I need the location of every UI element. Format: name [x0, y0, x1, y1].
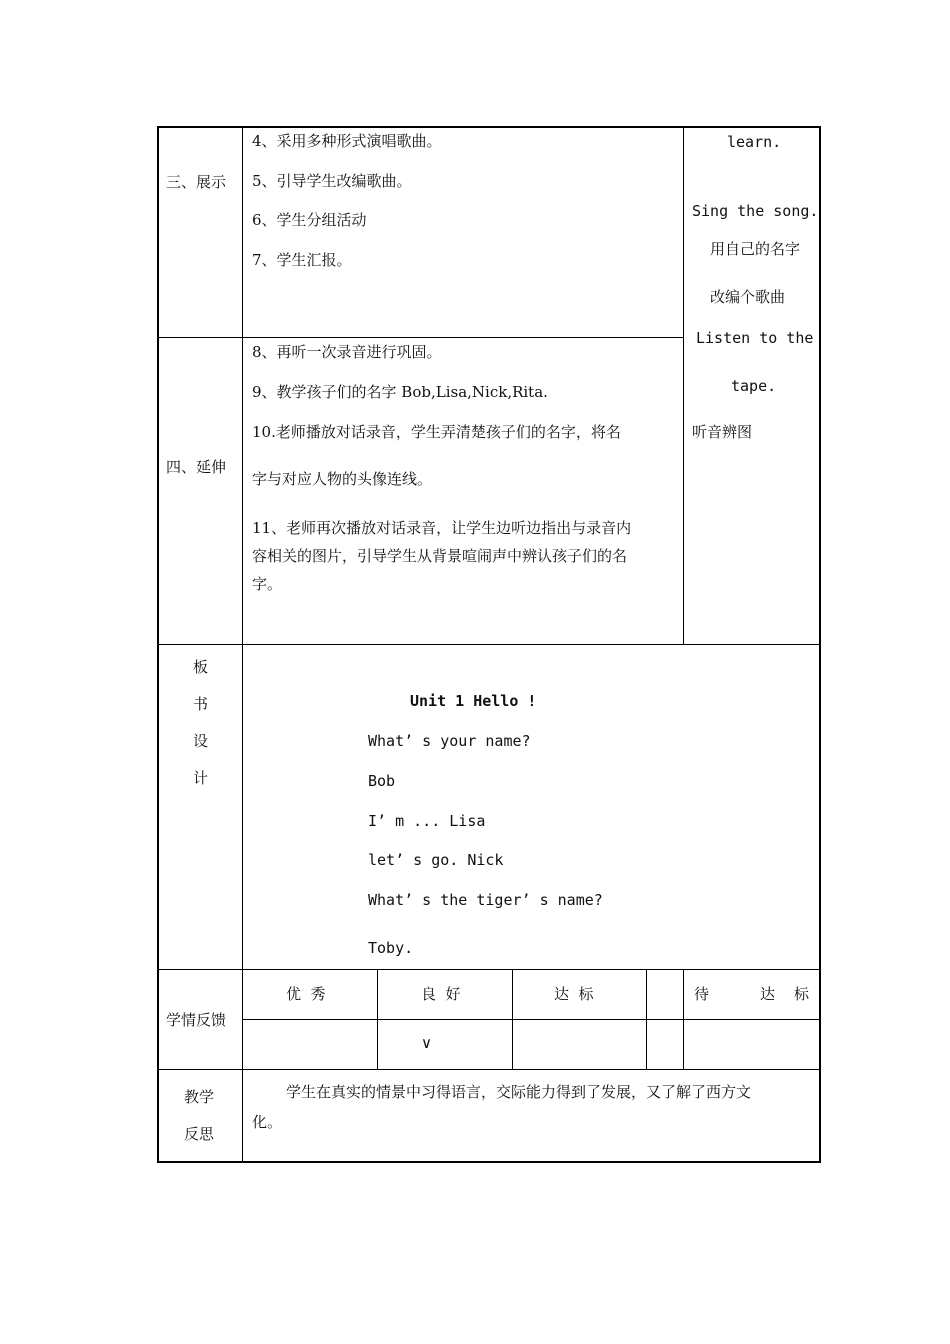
board-label-char-2: 书 [193, 695, 209, 713]
activity-listen: Listen to the [696, 329, 814, 347]
feedback-col-4 [683, 969, 684, 1070]
row-line-stage [157, 337, 684, 338]
row-line-feedback-mid [242, 1019, 821, 1020]
stage3-step-4: 4、采用多种形式演唱歌曲。 [252, 132, 442, 150]
row-line-reflection [157, 1069, 821, 1070]
feedback-header-pending-2: 达 [760, 985, 776, 1003]
border-top [157, 126, 821, 128]
board-label-char-4: 计 [193, 769, 209, 787]
activity-own-name: 用自己的名字 [710, 240, 801, 258]
board-line-5: What’ s the tiger’ s name? [368, 891, 603, 909]
stage4-step-10-line-2: 字与对应人物的头像连线。 [252, 470, 433, 488]
feedback-col-3 [646, 969, 647, 1070]
activity-adapt-song: 改编个歌曲 [710, 288, 786, 306]
feedback-label: 学情反馈 [166, 1011, 227, 1029]
board-label-char-1: 板 [193, 658, 209, 676]
feedback-header-excellent: 优 秀 [286, 985, 326, 1003]
reflection-label-line-2: 反思 [184, 1125, 215, 1143]
stage3-label: 三、展示 [166, 173, 227, 191]
stage4-step-11-line-2: 容相关的图片，引导学生从背景喧闹声中辨认孩子们的名 [252, 547, 628, 565]
stage4-step-8: 8、再听一次录音进行巩固。 [252, 343, 442, 361]
feedback-col-2 [512, 969, 513, 1070]
feedback-header-pass: 达 标 [554, 985, 594, 1003]
row-line-feedback [157, 969, 821, 970]
board-line-6: Toby. [368, 939, 414, 957]
stage3-step-5: 5、引导学生改编歌曲。 [252, 172, 412, 190]
board-line-3: I’ m ... Lisa [368, 812, 486, 830]
activity-pick-picture: 听音辨图 [692, 423, 753, 441]
reflection-line-1: 学生在真实的情景中习得语言，交际能力得到了发展，又了解了西方文 [286, 1083, 752, 1101]
feedback-header-pending-1: 待 [694, 985, 710, 1003]
feedback-header-pending-3: 标 [794, 985, 810, 1003]
stage3-step-6: 6、学生分组活动 [252, 211, 367, 229]
feedback-header-good: 良 好 [421, 985, 461, 1003]
stage3-step-7: 7、学生汇报。 [252, 251, 352, 269]
activity-sing: Sing the song. [692, 202, 819, 220]
row-line-board [157, 644, 821, 645]
board-label-char-3: 设 [193, 732, 209, 750]
feedback-check-mark: ∨ [421, 1034, 432, 1052]
stage4-step-11-line-3: 字。 [252, 575, 283, 593]
board-title: Unit 1 Hello ! [410, 692, 537, 710]
student-column-line [683, 126, 684, 645]
reflection-line-2: 化。 [252, 1113, 283, 1131]
border-bottom [157, 1161, 821, 1163]
board-line-1: What’ s your name? [368, 732, 531, 750]
board-line-4: let’ s go. Nick [368, 851, 504, 869]
reflection-label-line-1: 教学 [184, 1088, 215, 1106]
activity-learn: learn. [727, 133, 782, 151]
stage4-step-9: 9、教学孩子们的名字 Bob,Lisa,Nick,Rita. [252, 383, 548, 401]
activity-tape: tape. [731, 377, 777, 395]
board-line-2: Bob [368, 772, 396, 790]
stage4-step-10-line-1: 10.老师播放对话录音，学生弄清楚孩子们的名字，将名 [252, 423, 621, 441]
feedback-col-1 [377, 969, 378, 1070]
stage4-step-11-line-1: 11、老师再次播放对话录音，让学生边听边指出与录音内 [252, 519, 632, 537]
stage4-label: 四、延伸 [166, 458, 227, 476]
